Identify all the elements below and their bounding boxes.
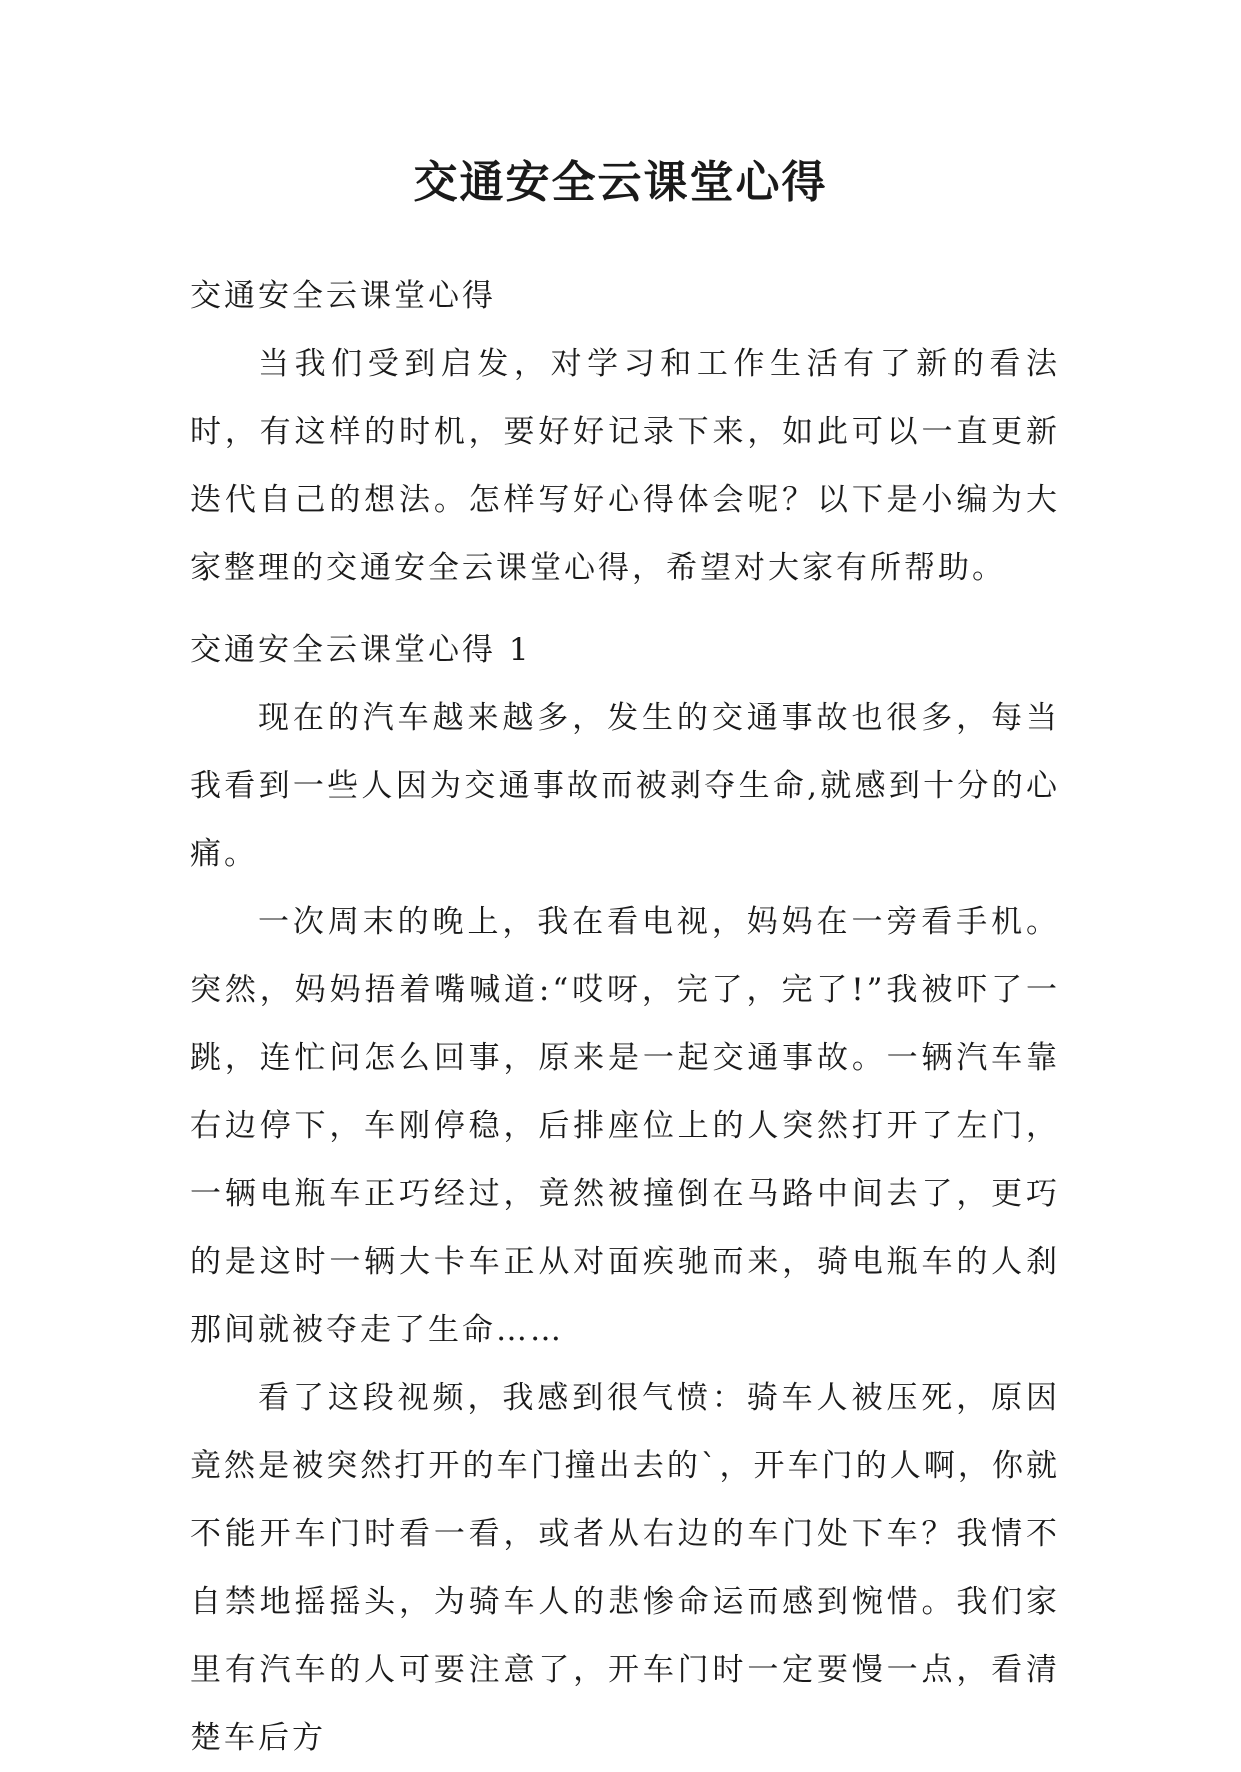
section-1 — [190, 616, 1060, 1772]
intro-heading: 交通安全云课堂心得 — [190, 278, 496, 314]
section-1-paragraph-2: 一次周末的晚上，我在看电视，妈妈在一旁看手机。突然，妈妈捂着嘴喊道:“哎呀，完了，完了!”我被吓了一跳，连忙问怎么回事，原来是一起交通事故。一辆汽车靠右边停下，车刚停稳，后排座位上的人突然打开了左门，一辆电瓶车正巧经过，竟然被撞倒在马路中间去了，更巧的是这时一辆大卡车正从对面疾驰而来，骑电瓶车的人刹那间就被夺走了生命…… — [190, 904, 1060, 1348]
document-title: 交通安全云课堂心得 — [413, 157, 828, 208]
intro-paragraph: 当我们受到启发，对学习和工作生活有了新的看法时，有这样的时机，要好好记录下来，如此可以一直更新迭代自己的想法。怎样写好心得体会呢？以下是小编为大家整理的交通安全云课堂心得，希望对大家有所帮助。 — [190, 346, 1060, 586]
section-1-heading: 交通安全云课堂心得 1 — [190, 632, 532, 668]
section-1-paragraph-3: 看了这段视频，我感到很气愤：骑车人被压死，原因竟然是被突然打开的车门撞出去的`，开车门的人啊，你就不能开车门时看一看，或者从右边的车门处下车？我情不自禁地摇摇头，为骑车人的悲惨命运而感到惋惜。我们家里有汽车的人可要注意了，开车门时一定要慢一点，看清楚车后方 — [190, 1380, 1060, 1756]
intro-section — [190, 262, 1060, 602]
section-1-paragraph-1: 现在的汽车越来越多，发生的交通事故也很多，每当我看到一些人因为交通事故而被剥夺生命,就感到十分的心痛。 — [190, 700, 1060, 872]
